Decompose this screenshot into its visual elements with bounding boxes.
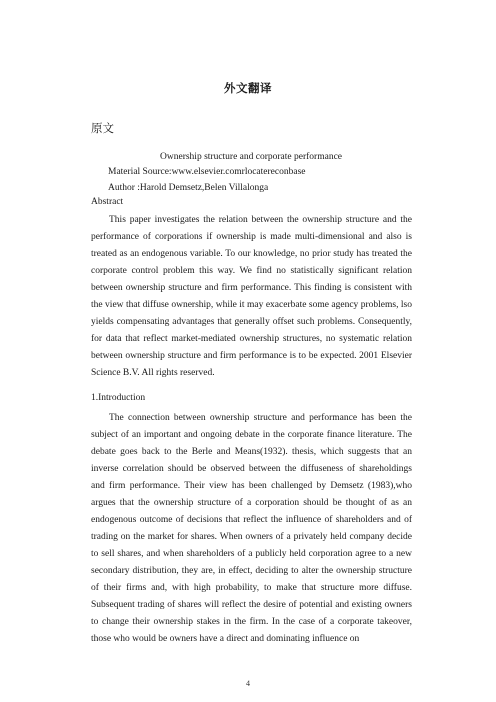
introduction-paragraph: The connection between ownership structure and performance has been the subject of an important and ongoing debate in the corporate finance literature. The debate goes back to the Berle and Means(1932). thesis, which suggests that an inverse correlation should be observed between the diffuseness of shareholdings and firm performance. Their view has been challenged by Demsetz (1983),who argues that the ownership structure of a corporation should be thought of as an endogenous outcome of decisions that reflect the influence of shareholders and of trading on the market for shares. When owners of a privately held company decide to sell shares, and when shareholders of a publicly held corporation agree to a new secondary distribution, they are, in effect, deciding to alter the ownership structure of their firms and, with high probability, to make that structure more diffuse. Subsequent trading of shares will reflect the desire of potential and existing owners to change their ownership stakes in the firm. In the case of a corporate takeover, those who would be owners have a direct and dominating influence on [91, 413, 412, 644]
section-label-original: 原文 [91, 121, 114, 135]
author-line: Author :Harold Demsetz,Belen Villalonga [108, 183, 269, 193]
page-number: 4 [246, 679, 250, 688]
abstract-paragraph: This paper investigates the relation between the ownership structure and the performance of corporations if ownership is made multi-dimensional and also is treated as an endogenous variable. To our knowledge, no prior study has treated the corporate control problem this way. We find no statistically significant relation between ownership structure and firm performance. This finding is consistent with the view that diffuse ownership, while it may exacerbate some agency problems, lso yields compensating advantages that generally offset such problems. Consequently, for data that reflect market-mediated ownership structures, no systematic relation between ownership structure and firm performance is to be expected. 2001 Elsevier Science B.V. All rights reserved. [91, 215, 412, 378]
page-heading: 外文翻译 [224, 81, 272, 95]
abstract-label: Abstract [91, 197, 124, 207]
material-source: Material Source:www.elsevier.comrlocatereconbase [108, 167, 306, 177]
introduction-heading: 1.Introduction [91, 393, 146, 403]
article-title: Ownership structure and corporate performance [160, 152, 343, 162]
